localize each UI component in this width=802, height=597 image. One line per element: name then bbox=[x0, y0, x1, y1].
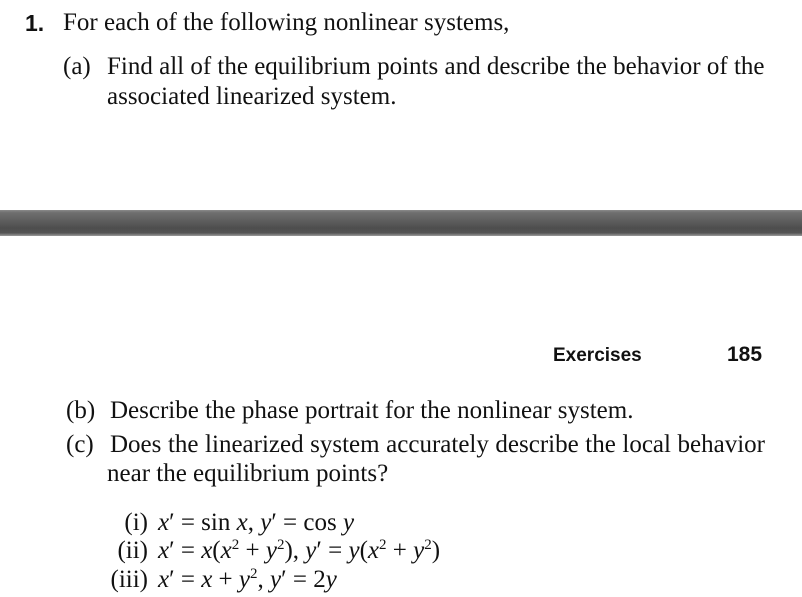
system-i-label: (i) bbox=[124, 509, 148, 536]
page-break-divider bbox=[0, 210, 802, 236]
problem-intro: For each of the following nonlinear systems, bbox=[63, 9, 510, 36]
part-c-label: (c) bbox=[66, 431, 94, 458]
system-ii-label: (ii) bbox=[117, 537, 148, 564]
running-head: Exercises bbox=[553, 345, 642, 366]
part-a-text-line2: associated linearized system. bbox=[107, 83, 397, 110]
page-number: 185 bbox=[727, 343, 763, 366]
system-iii-equation: $x' = x + y^2$, y′ = 2y bbox=[158, 566, 337, 593]
part-b-text: Describe the phase portrait for the nonlinear system. bbox=[110, 397, 634, 424]
problem-number: 1. bbox=[25, 10, 45, 36]
system-iii-label: (iii) bbox=[110, 566, 148, 593]
system-ii-equation: $x' = x(x^2 + y^2)$, $y' = y(x^2 + y^2)$ bbox=[158, 537, 441, 564]
part-b-label: (b) bbox=[66, 397, 96, 424]
part-c-text-line1: Does the linearized system accurately describe the local behavior bbox=[110, 431, 765, 458]
part-c-text-line2: near the equilibrium points? bbox=[107, 460, 389, 487]
part-a-label: (a) bbox=[63, 53, 91, 80]
system-i-equation: x′ = sin x, y′ = cos y bbox=[158, 509, 355, 536]
part-a-text-line1: Find all of the equilibrium points and describe the behavior of the bbox=[107, 53, 765, 80]
